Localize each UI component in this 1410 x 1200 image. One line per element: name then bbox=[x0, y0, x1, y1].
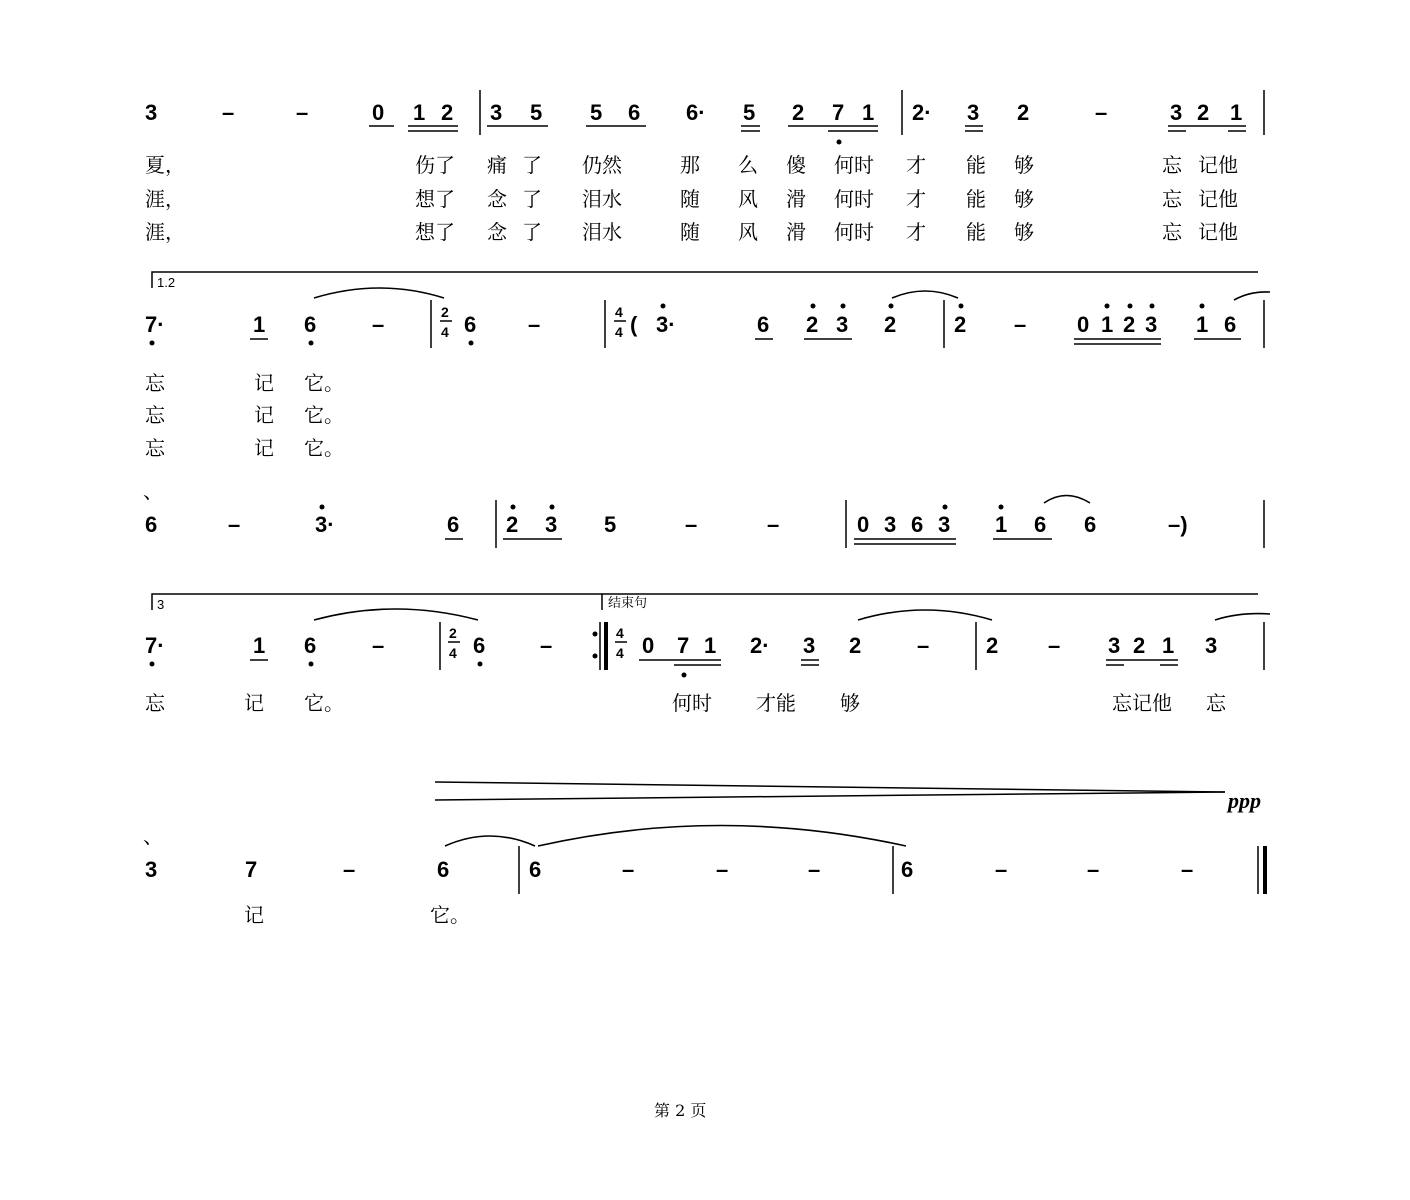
note: – bbox=[917, 633, 930, 658]
note: 2 bbox=[884, 312, 897, 337]
tie bbox=[538, 826, 906, 847]
note: 7 bbox=[677, 633, 690, 658]
lyric: 记他 bbox=[1198, 153, 1238, 177]
note: 2 bbox=[806, 312, 819, 337]
note: 6· bbox=[686, 100, 706, 125]
note: –) bbox=[1168, 512, 1188, 537]
note: 2· bbox=[750, 633, 770, 658]
time-signature-bottom: 4 bbox=[449, 645, 457, 661]
lyric: 才 bbox=[906, 153, 926, 177]
note: 2 bbox=[792, 100, 805, 125]
breath-mark: 、 bbox=[143, 824, 163, 848]
note: 3 bbox=[967, 100, 980, 125]
lyric: 风 bbox=[738, 220, 758, 244]
note: – bbox=[767, 512, 780, 537]
note: 0 bbox=[1077, 312, 1090, 337]
lyric: 忘 bbox=[1162, 220, 1182, 244]
note: – bbox=[343, 857, 356, 882]
volta-label: 3 bbox=[157, 597, 165, 612]
note: 5 bbox=[590, 100, 603, 125]
lyric: 忘 bbox=[145, 403, 165, 427]
low-octave-dot bbox=[150, 662, 155, 667]
low-octave-dot bbox=[682, 673, 687, 678]
note: 7 bbox=[245, 857, 258, 882]
lyric: 记 bbox=[244, 691, 264, 715]
high-octave-dot bbox=[661, 304, 666, 309]
note: – bbox=[540, 633, 553, 658]
note: – bbox=[685, 512, 698, 537]
lyric: 忘 bbox=[1162, 187, 1182, 211]
note: 6 bbox=[304, 633, 317, 658]
note: – bbox=[372, 633, 385, 658]
time-signature-bottom: 4 bbox=[615, 324, 623, 340]
lyric: 傻 bbox=[786, 153, 806, 177]
high-octave-dot bbox=[1150, 304, 1155, 309]
note: 3 bbox=[938, 512, 951, 537]
lyrics-row-4 bbox=[145, 691, 1227, 715]
slur bbox=[1234, 292, 1270, 300]
lyric: 忘 bbox=[145, 691, 165, 715]
low-octave-dot bbox=[309, 341, 314, 346]
note: 2 bbox=[1017, 100, 1030, 125]
lyric: 痛 bbox=[487, 153, 507, 177]
note: 1 bbox=[253, 633, 266, 658]
lyric: 记他 bbox=[1198, 220, 1238, 244]
row-1 bbox=[145, 90, 1264, 145]
note: – bbox=[808, 857, 821, 882]
note: 2 bbox=[1133, 633, 1146, 658]
lyric: 忘 bbox=[145, 436, 165, 460]
lyric: 想了 bbox=[415, 220, 455, 244]
note: 6 bbox=[1224, 312, 1237, 337]
note: – bbox=[528, 312, 541, 337]
lyric: 能 bbox=[966, 153, 986, 177]
note: 3 bbox=[1145, 312, 1158, 337]
note: 1 bbox=[862, 100, 875, 125]
page-number: 第 2 页 bbox=[654, 1101, 707, 1120]
note: 6 bbox=[145, 512, 158, 537]
note: – bbox=[1087, 857, 1100, 882]
note: 6 bbox=[757, 312, 770, 337]
time-signature-bottom: 4 bbox=[441, 324, 449, 340]
repeat-dot bbox=[593, 654, 598, 659]
note: 6 bbox=[473, 633, 486, 658]
slur bbox=[314, 288, 444, 298]
lyric: 够 bbox=[1014, 187, 1034, 211]
note: 6 bbox=[1084, 512, 1097, 537]
ending-bracket bbox=[602, 594, 1258, 610]
lyric: 滑 bbox=[786, 187, 806, 211]
lyric: 够 bbox=[840, 691, 860, 715]
slur bbox=[314, 609, 478, 620]
high-octave-dot bbox=[320, 505, 325, 510]
slur bbox=[1215, 614, 1270, 620]
lyrics-row-1 bbox=[145, 153, 1238, 244]
time-signature-top: 4 bbox=[615, 304, 623, 320]
note: 6 bbox=[901, 857, 914, 882]
note: 7· bbox=[145, 633, 165, 658]
note: 6 bbox=[628, 100, 641, 125]
note: – bbox=[372, 312, 385, 337]
note: 2 bbox=[986, 633, 999, 658]
note: 1 bbox=[1101, 312, 1114, 337]
note: 2 bbox=[441, 100, 454, 125]
lyric: 记 bbox=[244, 903, 264, 927]
lyric: 随 bbox=[680, 187, 700, 211]
lyric: 记 bbox=[254, 371, 274, 395]
high-octave-dot bbox=[550, 505, 555, 510]
note: 3 bbox=[836, 312, 849, 337]
note: – bbox=[1048, 633, 1061, 658]
note: 2 bbox=[506, 512, 519, 537]
lyric: 忘 bbox=[145, 371, 165, 395]
note: 1 bbox=[995, 512, 1008, 537]
tie bbox=[892, 291, 958, 298]
lyric: 何时 bbox=[834, 187, 874, 211]
note: – bbox=[1181, 857, 1194, 882]
low-octave-dot bbox=[478, 662, 483, 667]
lyric: 涯， bbox=[145, 187, 185, 211]
high-octave-dot bbox=[1200, 304, 1205, 309]
row-2 bbox=[145, 272, 1270, 348]
note: 2 bbox=[954, 312, 967, 337]
lyric: 了 bbox=[522, 187, 542, 211]
low-octave-dot bbox=[150, 341, 155, 346]
note: 6 bbox=[437, 857, 450, 882]
note: – bbox=[995, 857, 1008, 882]
lyric: 随 bbox=[680, 220, 700, 244]
note: 3· bbox=[315, 512, 335, 537]
lyric: 念 bbox=[487, 187, 507, 211]
low-octave-dot bbox=[309, 662, 314, 667]
note: 1 bbox=[1162, 633, 1175, 658]
lyric: 记 bbox=[254, 403, 274, 427]
note: 1 bbox=[1230, 100, 1243, 125]
lyric: 忘记他 bbox=[1112, 691, 1172, 715]
lyric: 涯， bbox=[145, 220, 185, 244]
note: – bbox=[716, 857, 729, 882]
lyric: 忘 bbox=[1162, 153, 1182, 177]
lyric: 它。 bbox=[304, 436, 344, 460]
lyric: 那 bbox=[680, 153, 700, 177]
volta-bracket bbox=[152, 272, 1258, 288]
note: 6 bbox=[1034, 512, 1047, 537]
high-octave-dot bbox=[1105, 304, 1110, 309]
lyric: 泪水 bbox=[582, 187, 622, 211]
row-5 bbox=[143, 782, 1265, 894]
note: 3 bbox=[490, 100, 503, 125]
lyric: 了 bbox=[522, 153, 542, 177]
note: 0 bbox=[857, 512, 870, 537]
lyric: 能 bbox=[966, 187, 986, 211]
lyric: 风 bbox=[738, 187, 758, 211]
note: – bbox=[296, 100, 309, 125]
note: 1 bbox=[413, 100, 426, 125]
decrescendo-hairpin bbox=[435, 782, 1225, 792]
note: – bbox=[222, 100, 235, 125]
time-signature-bottom: 4 bbox=[616, 645, 624, 661]
note: – bbox=[1095, 100, 1108, 125]
volta-label: 1.2 bbox=[157, 275, 176, 290]
note: 7· bbox=[145, 312, 165, 337]
note: – bbox=[622, 857, 635, 882]
lyric: 它。 bbox=[304, 403, 344, 427]
note: 0 bbox=[642, 633, 655, 658]
lyric: 伤了 bbox=[415, 153, 455, 177]
note: 3 bbox=[145, 100, 158, 125]
note: 6 bbox=[911, 512, 924, 537]
lyric: 了 bbox=[522, 220, 542, 244]
lyric: 何时 bbox=[672, 691, 712, 715]
note: 7 bbox=[832, 100, 845, 125]
lyric: 想了 bbox=[415, 187, 455, 211]
lyric: 它。 bbox=[304, 371, 344, 395]
lyric: 么 bbox=[738, 153, 758, 177]
note: 6 bbox=[447, 512, 460, 537]
lyric: 何时 bbox=[834, 220, 874, 244]
note: 5 bbox=[530, 100, 543, 125]
note: 6 bbox=[464, 312, 477, 337]
ending-label: 结束句 bbox=[608, 595, 648, 610]
repeat-dot bbox=[593, 632, 598, 637]
high-octave-dot bbox=[511, 505, 516, 510]
note: 5 bbox=[604, 512, 617, 537]
row-4 bbox=[145, 594, 1270, 678]
volta-bracket bbox=[152, 594, 602, 610]
lyric: 泪水 bbox=[582, 220, 622, 244]
lyric: 能 bbox=[966, 220, 986, 244]
lyric: 忘 bbox=[1206, 691, 1226, 715]
low-octave-dot bbox=[837, 140, 842, 145]
breath-mark: 、 bbox=[143, 479, 163, 503]
lyric: 才能 bbox=[756, 691, 796, 715]
high-octave-dot bbox=[943, 505, 948, 510]
high-octave-dot bbox=[1128, 304, 1133, 309]
lyric: 何时 bbox=[834, 153, 874, 177]
note: 1 bbox=[253, 312, 266, 337]
note: 3 bbox=[1108, 633, 1121, 658]
decrescendo-hairpin bbox=[435, 792, 1225, 800]
row-3 bbox=[143, 479, 1264, 548]
high-octave-dot bbox=[959, 304, 964, 309]
note: 2 bbox=[1197, 100, 1210, 125]
note: 5 bbox=[743, 100, 756, 125]
lyrics-row-2 bbox=[145, 371, 344, 460]
high-octave-dot bbox=[999, 505, 1004, 510]
low-octave-dot bbox=[469, 341, 474, 346]
dynamic-marking: ppp bbox=[1228, 788, 1261, 813]
lyric: 滑 bbox=[786, 220, 806, 244]
time-signature-top: 2 bbox=[441, 304, 449, 320]
note: 3 bbox=[803, 633, 816, 658]
lyric: 才 bbox=[906, 187, 926, 211]
note: 3 bbox=[1205, 633, 1218, 658]
note: 3· bbox=[656, 312, 676, 337]
lyric: 才 bbox=[906, 220, 926, 244]
note: – bbox=[228, 512, 241, 537]
note: 1 bbox=[704, 633, 717, 658]
note: 2 bbox=[1123, 312, 1136, 337]
lyric: 它。 bbox=[430, 903, 470, 927]
high-octave-dot bbox=[889, 304, 894, 309]
lyric: 够 bbox=[1014, 153, 1034, 177]
high-octave-dot bbox=[841, 304, 846, 309]
note: 0 bbox=[372, 100, 385, 125]
note: – bbox=[1014, 312, 1027, 337]
note: 2 bbox=[849, 633, 862, 658]
note: 1 bbox=[1196, 312, 1209, 337]
high-octave-dot bbox=[811, 304, 816, 309]
tie bbox=[1044, 496, 1090, 504]
lyric: 仍然 bbox=[582, 153, 622, 177]
lyric: 夏， bbox=[145, 153, 185, 177]
lyric: 记 bbox=[254, 436, 274, 460]
note: 3 bbox=[1170, 100, 1183, 125]
note: 6 bbox=[304, 312, 317, 337]
tie bbox=[445, 836, 535, 846]
note: 3 bbox=[145, 857, 158, 882]
lyric: 记他 bbox=[1198, 187, 1238, 211]
time-signature-top: 2 bbox=[449, 625, 457, 641]
note: 6 bbox=[529, 857, 542, 882]
note: 3 bbox=[884, 512, 897, 537]
note: 2· bbox=[912, 100, 932, 125]
lyric: 够 bbox=[1014, 220, 1034, 244]
time-signature-top: 4 bbox=[616, 625, 624, 641]
note: 3 bbox=[545, 512, 558, 537]
tie bbox=[858, 610, 992, 620]
lyric: 念 bbox=[487, 220, 507, 244]
paren-open: ( bbox=[630, 312, 638, 337]
lyrics-row-5 bbox=[244, 903, 470, 927]
lyric: 它。 bbox=[304, 691, 344, 715]
